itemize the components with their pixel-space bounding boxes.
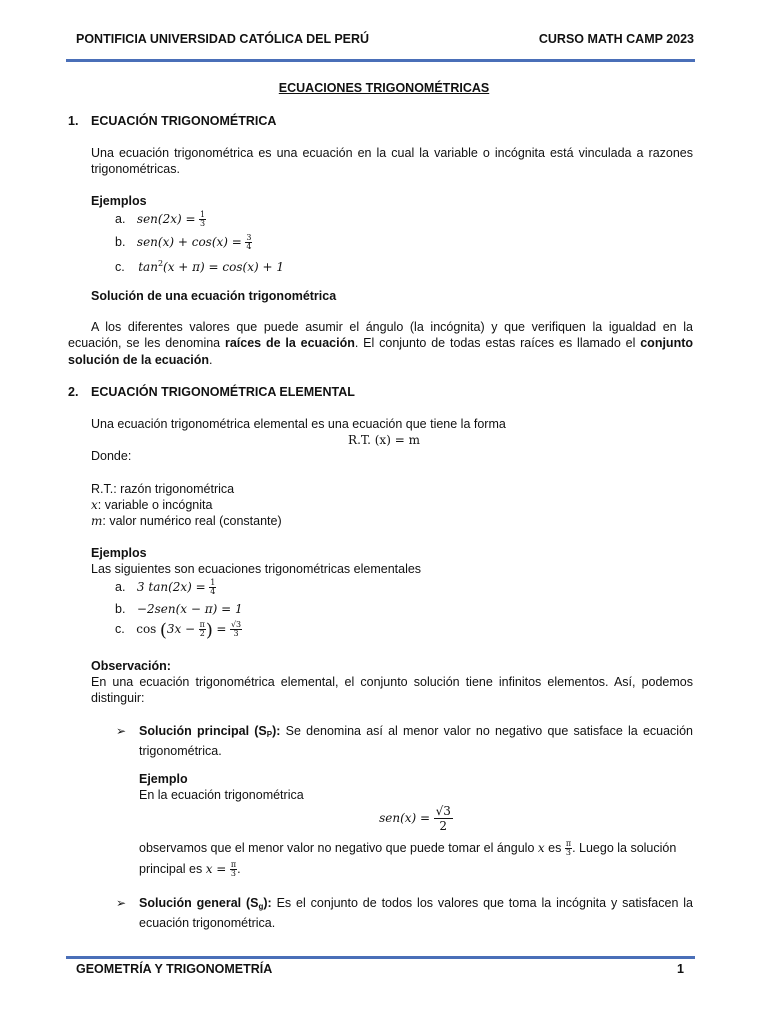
explanation-text: es <box>544 841 565 855</box>
s1-example-a-label: a. <box>115 212 126 226</box>
fraction-numerator: √3 <box>435 804 451 818</box>
paragraph-text: . <box>209 352 213 367</box>
explanation-text: . <box>237 862 241 876</box>
section-2-examples-intro: Las siguientes son ecuaciones trigonométricas elementales <box>91 562 422 576</box>
elemental-form <box>74 432 694 448</box>
bullet-arrow-icon: ➢ <box>116 724 127 738</box>
s2-example-c-root-fraction <box>230 621 242 638</box>
definition-x <box>91 497 212 513</box>
s1-example-c-tan: tan <box>138 260 158 274</box>
section-2-intro: Una ecuación trigonométrica elemental es una ecuación que tiene la forma <box>91 417 506 431</box>
s2-example-b <box>115 601 243 617</box>
fraction-numerator: √3 <box>230 620 242 630</box>
form-expression: R.T. (x) = m <box>348 433 420 447</box>
page-header <box>74 32 694 52</box>
section-1-heading: ECUACIÓN TRIGONOMÉTRICA <box>91 114 277 128</box>
s2-example-c-pi-fraction <box>199 621 206 638</box>
solution-paragraph <box>68 319 693 368</box>
section-1-number: 1. <box>68 114 79 128</box>
x-equals: x = <box>205 862 227 876</box>
s2-example-c-arg: 3x − <box>166 622 196 636</box>
solution-subtitle: Solución de una ecuación trigonométrica <box>91 289 337 303</box>
fraction-denominator: 3 <box>200 219 206 229</box>
subject-name: GEOMETRÍA Y TRIGONOMETRÍA <box>76 962 273 976</box>
definition-rt: R.T.: razón trigonométrica <box>91 482 235 496</box>
s2-example-a-fraction <box>209 579 216 596</box>
explanation-text: principal es <box>139 862 206 876</box>
principal-solution-item <box>139 723 693 760</box>
fraction-numerator: 3 <box>246 233 252 243</box>
fraction-denominator: 3 <box>565 848 571 858</box>
section-2-heading: ECUACIÓN TRIGONOMÉTRICA ELEMENTAL <box>91 385 355 399</box>
example-intro: En la ecuación trigonométrica <box>139 788 304 802</box>
s1-example-c-label: c. <box>115 260 125 274</box>
header-rule <box>66 59 695 62</box>
observation-title: Observación: <box>91 659 171 673</box>
symbol-m: m <box>91 514 103 528</box>
definition-text: : variable o incógnita <box>97 498 213 512</box>
general-solution-title-end: ): <box>263 896 272 910</box>
paragraph-text: A los diferentes valores que puede asumir el ángulo (la incógnita) y que verifiquen la igualdad en la ecuación, se les denomina <box>68 320 693 351</box>
definition-m <box>91 513 282 529</box>
fraction-denominator: 4 <box>210 587 216 597</box>
footer-rule <box>66 956 695 959</box>
fraction-numerator: π <box>565 839 572 849</box>
section-2-number: 2. <box>68 385 79 399</box>
fraction-denominator: 4 <box>246 242 252 252</box>
page-number: 1 <box>677 962 684 976</box>
document-title: ECUACIONES TRIGONOMÉTRICAS <box>278 81 490 95</box>
donde-label: Donde: <box>91 449 132 463</box>
equals-sign: = <box>216 622 227 636</box>
general-solution-item <box>139 895 693 932</box>
symbol-x: x <box>537 841 545 855</box>
s1-example-b-label: b. <box>115 235 126 249</box>
s1-example-b-fraction <box>245 234 252 251</box>
fraction-denominator: 2 <box>199 629 205 639</box>
s1-example-c-exponent: 2 <box>157 259 164 268</box>
explanation-text: . Luego la solución <box>572 841 677 855</box>
s1-example-c-rest: (x + π) = cos(x) + 1 <box>163 260 284 274</box>
section-1-examples-title: Ejemplos <box>91 194 147 208</box>
s2-example-b-label: b. <box>115 602 126 616</box>
s2-example-b-expr: −2sen(x − π) = 1 <box>136 602 243 616</box>
s2-example-c <box>115 621 242 639</box>
fraction-numerator: π <box>199 620 205 630</box>
principal-solution-text: Se denomina así al menor valor no negativo que satisface la ecuación trigonométrica. <box>139 724 693 759</box>
general-solution-subscript: g <box>258 902 264 911</box>
example-equation <box>139 804 693 833</box>
close-paren: ) <box>205 620 213 641</box>
section-1-intro: Una ecuación trigonométrica es una ecuación en la cual la variable o incógnita está vinculada a razones trigonométricas. <box>91 146 693 177</box>
s1-example-a <box>115 211 206 228</box>
s1-example-a-fraction <box>199 211 206 228</box>
s2-example-a-label: a. <box>115 580 126 594</box>
term-solution-set: conjunto solución de la ecuación <box>68 336 693 367</box>
principal-solution-subscript: P <box>266 730 273 739</box>
fraction-numerator: 1 <box>210 578 216 588</box>
s2-example-c-label: c. <box>115 622 125 636</box>
s2-example-c-cos: cos <box>136 622 157 636</box>
open-paren: ( <box>159 620 167 641</box>
pi-over-3-fraction <box>565 840 572 857</box>
example-explanation <box>139 838 693 880</box>
course-name: CURSO MATH CAMP 2023 <box>538 32 694 46</box>
s1-example-b-lhs: sen(x) + cos(x) = <box>136 235 242 249</box>
equation-lhs: sen(x) = <box>379 810 431 825</box>
principal-solution-title: Solución principal (S <box>139 724 267 738</box>
example-title: Ejemplo <box>139 772 188 786</box>
bullet-arrow-icon: ➢ <box>116 896 127 910</box>
pi-over-3-fraction <box>230 861 237 878</box>
s1-example-c <box>115 256 284 275</box>
fraction-numerator: 1 <box>200 210 206 220</box>
fraction-denominator: 3 <box>233 629 239 639</box>
principal-solution-title-end: ): <box>272 724 281 738</box>
symbol-x: x <box>91 498 98 512</box>
equation-fraction <box>434 804 453 833</box>
fraction-denominator: 3 <box>230 869 236 879</box>
observation-text: En una ecuación trigonométrica elemental, el conjunto solución tiene infinitos elementos. Así, podemos distinguir: <box>91 675 693 706</box>
s2-example-a-lhs: 3 tan(2x) = <box>136 580 206 594</box>
general-solution-title: Solución general (S <box>139 896 259 910</box>
fraction-numerator: π <box>230 860 237 870</box>
definition-text: : valor numérico real (constante) <box>102 514 282 528</box>
s2-example-a <box>115 579 216 596</box>
s1-example-a-lhs: sen(2x) = <box>136 212 196 226</box>
term-roots: raíces de la ecuación <box>224 336 355 351</box>
section-2-examples-title: Ejemplos <box>91 546 147 560</box>
university-name: PONTIFICIA UNIVERSIDAD CATÓLICA DEL PERÚ <box>76 32 370 46</box>
fraction-denominator: 2 <box>439 819 448 833</box>
paragraph-text: . El conjunto de todas estas raíces es llamado el <box>354 336 641 351</box>
explanation-text: observamos que el menor valor no negativo que puede tomar el ángulo <box>139 841 538 855</box>
s1-example-b <box>115 234 252 251</box>
general-solution-text: Es el conjunto de todos los valores que toma la incógnita y satisfacen la ecuación trigonométrica. <box>139 896 694 931</box>
